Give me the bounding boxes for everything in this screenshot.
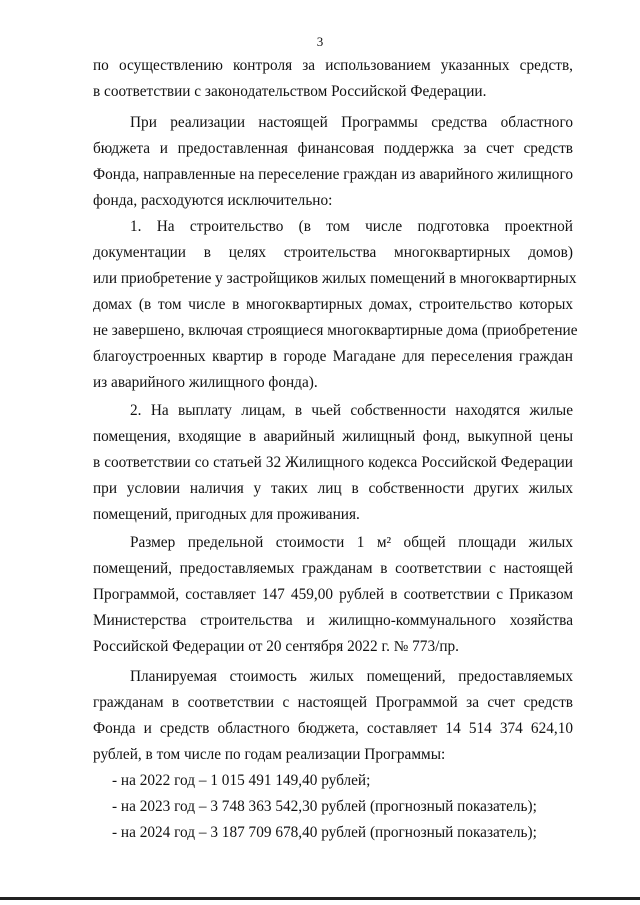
year-item-2024: - на 2024 год – 3 187 709 678,40 рублей (прогнозный показатель); bbox=[112, 824, 537, 841]
text-line: помещений, предоставляемых гражданам в соответствии с настоящей bbox=[93, 560, 573, 577]
text-line: в соответствии со статьей 32 Жилищного кодекса Российской Федерации bbox=[93, 454, 573, 471]
year-item-2022: - на 2022 год – 1 015 491 149,40 рублей; bbox=[112, 772, 371, 789]
list-item-2-first-line: 2. На выплату лицам, в чьей собственности находятся жилые bbox=[130, 402, 573, 419]
text-line: в соответствии с законодательством Российской Федерации. bbox=[93, 83, 487, 100]
text-line: Фонда, направленные на переселение граждан из аварийного жилищного bbox=[93, 166, 573, 183]
text-line: Министерства строительства и жилищно-коммунального хозяйства bbox=[93, 612, 573, 629]
text-line: из аварийного жилищного фонда). bbox=[93, 374, 318, 391]
text-line: Фонда и средств областного бюджета, составляет 14 514 374 624,10 bbox=[93, 720, 573, 737]
text-line: Российской Федерации от 20 сентября 2022 г. № 773/пр. bbox=[93, 638, 460, 655]
paragraph-first-line: При реализации настоящей Программы средства областного bbox=[130, 114, 573, 131]
list-item-1-first-line: 1. На строительство (в том числе подготовка проектной bbox=[130, 218, 573, 235]
text-line: не завершено, включая строящиеся многоквартирные дома (приобретение bbox=[93, 322, 578, 339]
text-line: бюджета и предоставленная финансовая поддержка за счет средств bbox=[93, 140, 573, 157]
text-line: фонда, расходуются исключительно: bbox=[93, 192, 333, 209]
text-line: при условии наличия у таких лиц в собственности других жилых bbox=[93, 480, 573, 497]
text-line: домах (в том числе в многоквартирных домах, строительство которых bbox=[93, 296, 573, 313]
scan-edge-line bbox=[0, 897, 640, 900]
text-line: благоустроенных квартир в городе Магадане для переселения граждан bbox=[93, 348, 573, 365]
text-line: Программой, составляет 147 459,00 рублей в соответствии с Приказом bbox=[93, 586, 573, 603]
page-number: 3 bbox=[316, 34, 324, 49]
text-line: документации в целях строительства многоквартирных домов) bbox=[93, 244, 573, 261]
text-line: гражданам в соответствии с настоящей Программой за счет средств bbox=[93, 694, 573, 711]
paragraph-first-line: Планируемая стоимость жилых помещений, предоставляемых bbox=[130, 668, 573, 685]
text-line: помещений, пригодных для проживания. bbox=[93, 506, 360, 523]
year-item-2023: - на 2023 год – 3 748 363 542,30 рублей (прогнозный показатель); bbox=[112, 798, 537, 815]
text-line: помещения, входящие в аварийный жилищный фонд, выкупной цены bbox=[93, 428, 573, 445]
text-line: по осуществлению контроля за использованием указанных средств, bbox=[93, 57, 573, 74]
paragraph-first-line: Размер предельной стоимости 1 м² общей площади жилых bbox=[130, 534, 573, 551]
text-line: рублей, в том числе по годам реализации Программы: bbox=[93, 746, 446, 763]
text-line: или приобретение у застройщиков жилых помещений в многоквартирных bbox=[93, 270, 577, 287]
